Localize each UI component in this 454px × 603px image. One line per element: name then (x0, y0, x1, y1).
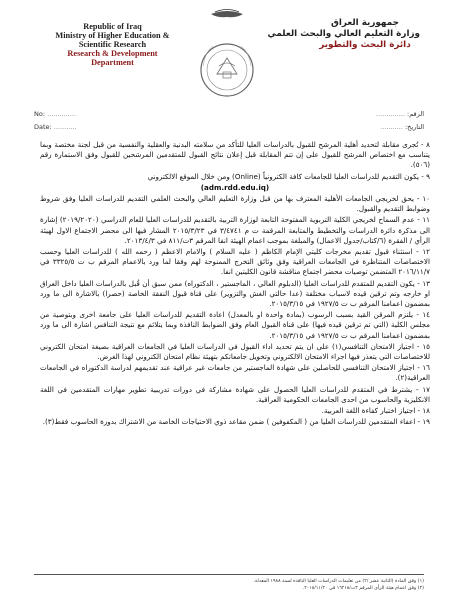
ref-no-label: No: (34, 110, 46, 118)
letterhead-en-department: Research & Development (67, 49, 158, 58)
letterhead-arabic (267, 18, 420, 51)
letterhead-ar-country: جمهورية العراق (331, 18, 399, 28)
paragraph-14: ١٤ - يلتزم المرقن القيد بسبب الرسوب (بمادة واحدة او بالمعدل) اعادة التقديم للدراسات العليا على جامعة اخرى وبتوصية من مجلس الكلية (التي تم ترقين قيده فيها) على قناة القبول العام وفق الضوابط النافذة وبما يتلائم مع نتيجة التنافس اشارة الى ما ورد بمضمون اعمامنا المرقم ب ت ١٩٢٧/٥ في ٢٠١٥/٣/١٥. (40, 310, 430, 340)
ref-date-ar: التاريخ: ........... (380, 123, 424, 131)
paragraph-10: ١٠ - يحق لخريجي الجامعات الأهلية المعترف بها من قبل وزارة التعليم العالي والبحث العلمي التقديم للدراسات العليا وفق شروط وضوابط التقديم والقبول. (40, 194, 430, 214)
footnote-2: (٢) وفق اعمام هيئة الرأي المرقم ٣ت/١٦٢١٨ في ٢٠١٨/١١/٢٠. (302, 586, 424, 591)
paragraph-9: ٩ - يكون التقديم للدراسات العليا للجامعات كافة الكترونياً (Online) ومن خلال الموقع الالكتروني (147, 171, 430, 181)
ref-no-en: No: .............. (34, 110, 77, 118)
letterhead-en-country: Republic of Iraq (83, 22, 142, 31)
letterhead-en-department-2: Department (91, 58, 134, 67)
paragraph-13: ١٣ - يكون التقديم للمتقدم للدراسات العليا (الدبلوم العالي ، الماجستير ، الدكتوراه) ممن سبق أن قُبل بالدراسات العليا داخل العراق او خارجه وتم ترقين قيده لاسباب مختلفة (عدا حالتي الغش والتزوير) على قناة قبول النفقة الخاصة (حصرا) بالاشارة الى ما ورد بمضمون اعمامنا المرقم ب ت ١٩٢٧/٥ في ٢٠١٥/٣/١٥. (40, 278, 430, 309)
letterhead-ar-ministry: وزارة التعليم العالي والبحث العلمي (267, 29, 420, 39)
letterhead-en-ministry: Ministry of Higher Education & (55, 31, 170, 40)
ministry-logo (197, 8, 257, 112)
paragraph-11: ١١ - عدم السماح لخريجي الكلية التربوية المفتوحة التابعة لوزارة التربية بالتقديم للدراسات العليا للعام الدراسي (٢٠١٩/٢٠٢٠) إشارة الى مذكرة دائرة الدراسات والتخطيط والمتابعة المرقمة ت م ٣/٤٧٤١ في ٢٠١٥/٣/٢٣ المشار فيها الى محضر الاجتماع الاول لهيئة الرأي / الفقرة (٦/كتاب/جدول الاعمال) والمبلغة بموجب اعمام الهيئة انفا المرقم ٣ت/٨١١ في ٢٠١٣/٤/٣. (40, 215, 431, 245)
footnotes (34, 578, 424, 592)
letterhead-ar-department: دائرة البحث والتطوير (319, 40, 411, 50)
paragraph-12: ١٢ - استثناء قبول تقديم مخرجات كليتي الإمام الكاظم ( عليه السلام ) والامام الاعظم ( رحمه الله ) للدراسات العليا وحسب الاختصاصات المتناظرة في الجامعات العراقية وفق وثائق التخرج الممنوحة لهم وفقا لما ورد بالاعمام المرقم ب ت ٣٣٢٥/٥ في ٢٠١٦/١١/٧ المتضمن توصيات محضر اجتماع مناقشة قانون الكليتين انفا. (40, 247, 430, 277)
paragraph-19: ١٩ - اعفاء المتقدمين للدراسات العليا من ( المكفوفين ) ضمن مقاعد ذوي الاحتياجات الخاصة من الاشتراك بدورة الحاسوب فقط(٣). (42, 417, 430, 427)
paragraph-8: ٨ - تُجرى مقابلة لتحديد أهلية المرشح للقبول بالدراسات العليا للتأكد من سلامته البدنية والعقلية والنفسية من قبل لجنة مختصة وبما يتناسب مع اختصاص المرشح للقبول على إن تتم المقابلة قبل إعلان نتائج القبول للمتقدمين المرشحين للقبول وفق الاستمارة رقم (٥٠٦). (40, 140, 430, 170)
footnote-1: (١) وفق المادة (الثانية عشر /٢) من تعليمات الدراسات العليا النافذة لسنة ١٩٨٨ المعدلة. (253, 579, 424, 584)
footnote-divider (34, 574, 424, 575)
document-body (40, 140, 430, 428)
ref-date-ar-label: التاريخ: (404, 123, 424, 131)
ref-no-ar-label: الرقم: (407, 110, 424, 118)
letterhead-en-ministry-2: Scientific Research (78, 40, 147, 49)
paragraph-15: ١٥ - اجتياز الامتحان التنافسي(١) على ان يتم تحديد اداء القبول في الدراسات العليا في الجامعات العراقية بصيغة امتحان الكتروني للاختصاصات التي يتعذر فيها اجراء الامتحان الالكتروني وتخويل جامعاتكم بتهيئة نظام امتحان الكتروني لهذا الغرض. (40, 341, 430, 362)
paragraph-17: ١٧ - يشترط في المتقدم للدراسات العليا الحصول على شهادة مشاركة في دورات تدريبية تطوير مهارات المتقدمين في اللغة الانكليزية والحاسوب من احدى الجامعات الحكومية العراقية. (40, 384, 430, 404)
ref-no-ar: الرقم: .............. (376, 110, 424, 118)
paragraph-16: ١٦ - اجتياز الامتحان التنافسي للحاصلين على شهادة الماجستير من جامعات غير عراقية عند تقديمهم لدراسة الدكتوراه في الجامعات العراقية(٢). (40, 363, 430, 383)
letterhead-english (30, 22, 195, 67)
ref-date-en: Date: ........... (34, 123, 77, 131)
ref-date-label: Date: (34, 123, 52, 131)
paragraph-18: ١٨ - اجتياز اختبار كفاءة اللغة العربية. (321, 406, 430, 416)
admission-site-link[interactable]: (adm.rdd.edu.iq) (200, 182, 270, 192)
